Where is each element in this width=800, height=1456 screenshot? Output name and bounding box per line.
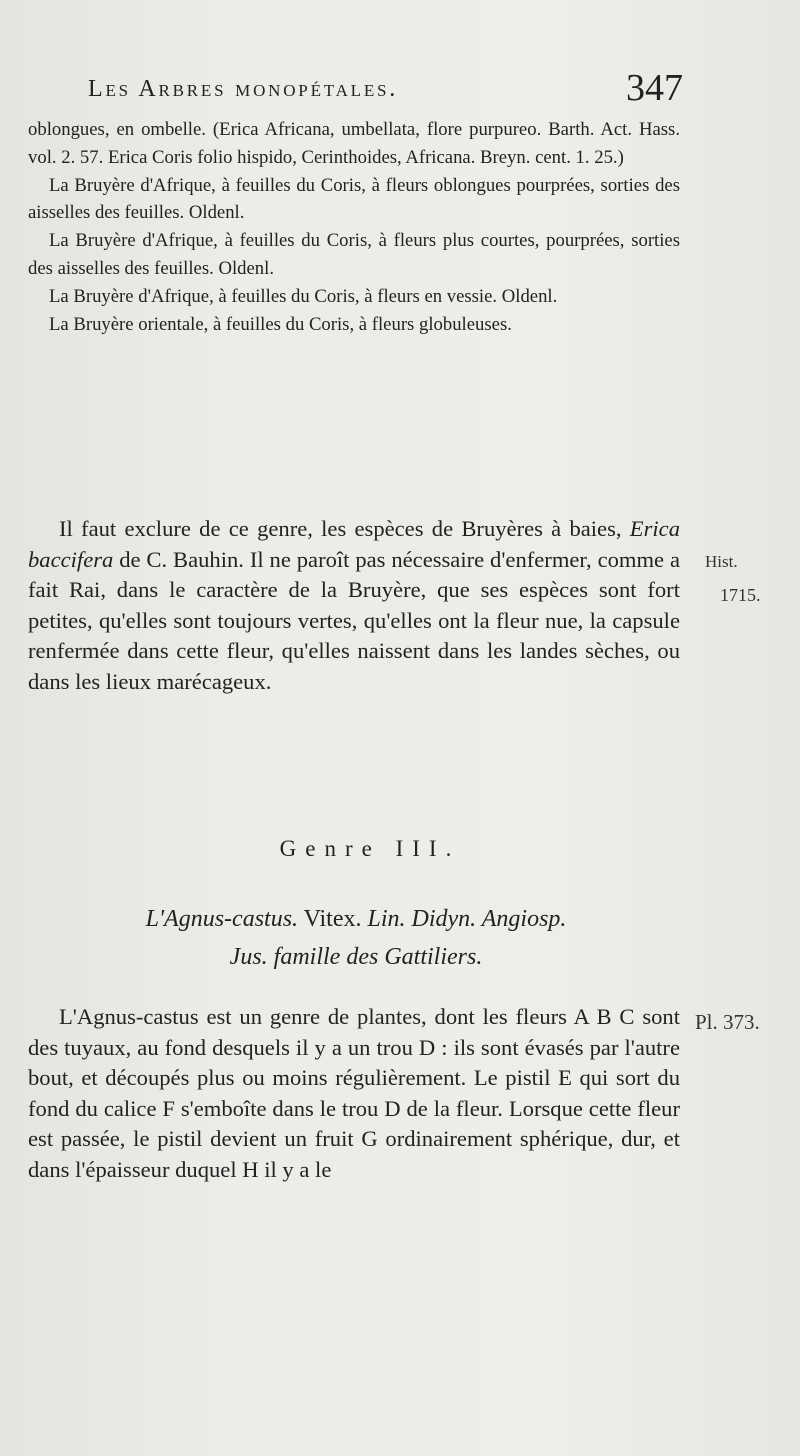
margin-note-plate: Pl. 373. [695,1010,760,1034]
genus-synonym: Vitex. [303,906,362,932]
genus-description-text: L'Agnus-castus est un genre de plantes, dont les fleurs A B C sont des tuyaux, au fond desquels il y a un trou D : ils sont évasés par l'autre bout, et découpés plus ou moins régulièrement. Le pistil E qui sort du fond du calice F s'emboîte dans le trou D de la fleur. Lorsque cette fleur est passée, le pistil devient un fruit G ordinairement sphérique, dur, et dans l'épaisseur duquel H il y a le [28,1004,680,1182]
species-list [28,116,680,338]
genus-description-paragraph [28,1002,680,1186]
running-head [88,62,683,112]
erica-baccifera-name: Erica baccifera [28,516,680,572]
species-entry: La Bruyère d'Afrique, à feuilles du Coris, à fleurs en vessie. Oldenl. [49,285,558,307]
linnaeus-classification: Lin. Didyn. Angiosp. [367,906,567,932]
margin-note-hist: Hist. [705,552,738,571]
species-entry: La Bruyère d'Afrique, à feuilles du Coris, à fleurs plus courtes, pourprées, sorties des aisselles des feuilles. Oldenl. [28,230,680,279]
exclusion-text-start: Il faut exclure de ce genre, les espèces de Bruyères à baies, [59,516,630,541]
exclusion-text-end: de C. Bauhin. Il ne paroît pas nécessaire d'enfermer, comme a fait Rai, dans le caractère de la Bruyère, que ses espèces sont fort petites, qu'elles sont toujours vertes, qu'elles ont la fleur nue, la capsule renfermée dans cette fleur, qu'elles naissent dans les landes sèches, ou dans les lieux marécageux. [28,546,680,694]
genus-heading [28,900,684,976]
species-entry: La Bruyère orientale, à feuilles du Coris, à fleurs globuleuses. [49,313,512,335]
genre-heading: Genre III. [279,836,461,861]
species-entry-continued: oblongues, en ombelle. (Erica Africana, umbellata, flore purpureo. Barth. Act. Hass. vol. 2. 57. Erica Coris folio hispido, Cerinthoides, Africana. Breyn. cent. 1. 25.) [28,119,680,168]
page-number: 347 [626,67,683,109]
running-title: Les Arbres monopétales. [88,76,399,102]
species-entry: La Bruyère d'Afrique, à feuilles du Coris, à fleurs oblongues pourprées, sorties des aisselles des feuilles. Oldenl. [28,174,680,224]
exclusion-paragraph [28,514,680,698]
jussieu-classification: Jus. famille des Gattiliers. [229,944,483,970]
margin-note-year: 1715. [720,585,761,605]
genus-name: L'Agnus-castus. [145,906,299,932]
